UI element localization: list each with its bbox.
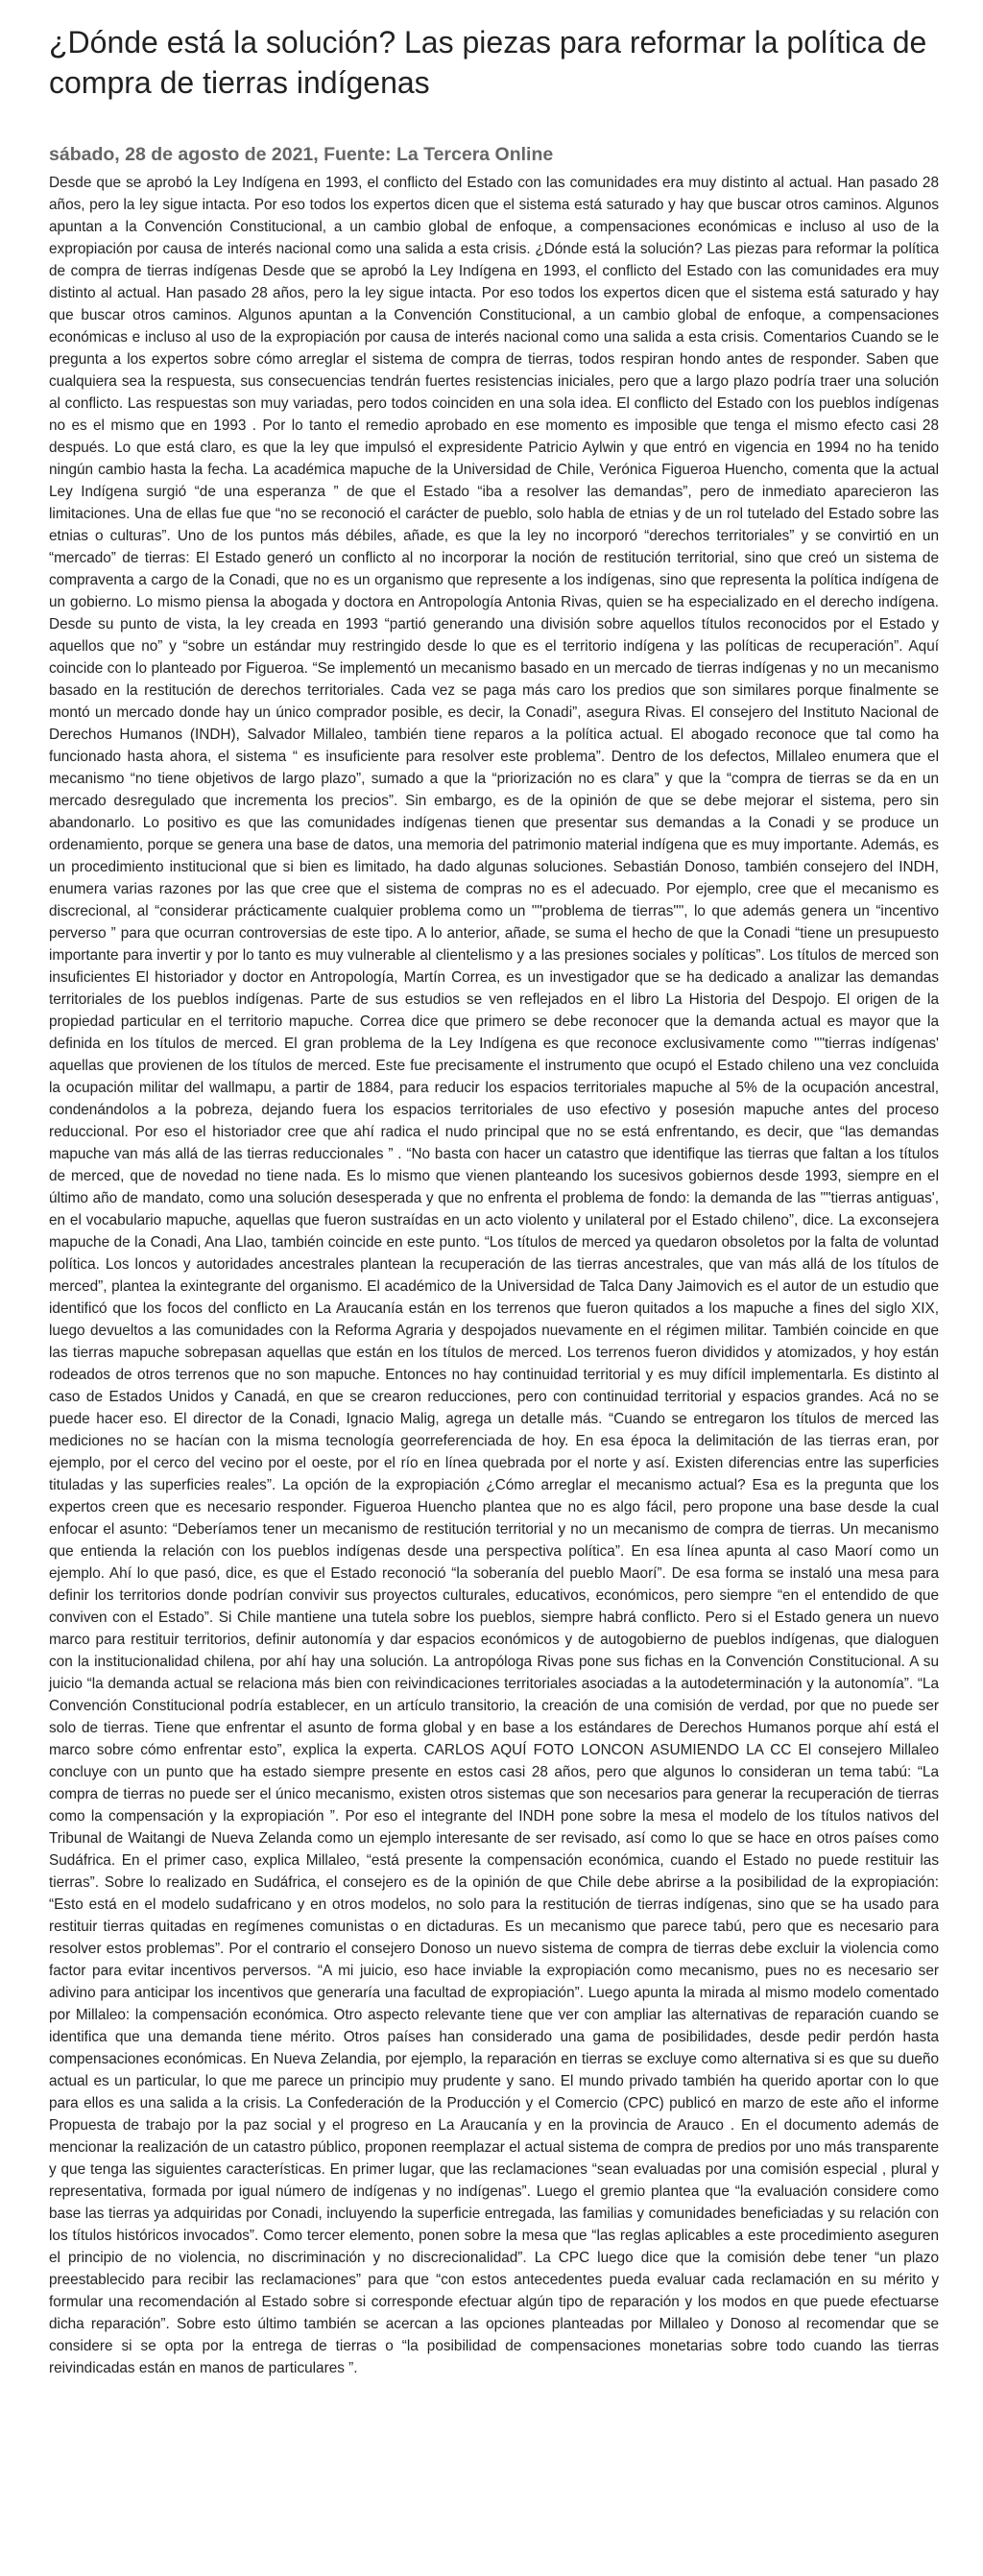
article-date-source: sábado, 28 de agosto de 2021, Fuente: La Tercera Online	[49, 144, 554, 165]
article-title: ¿Dónde está la solución? Las piezas para reformar la política de compra de tierras indígenas	[49, 25, 927, 100]
article-body: Desde que se aprobó la Ley Indígena en 1993, el conflicto del Estado con las comunidades era muy distinto al actual. Han pasado 28 años, pero la ley sigue intacta. Por eso todos los expertos dicen que el sistema está saturado y hay que buscar otros caminos. Algunos apuntan a la Convención Constitucional, a un cambio global de enfoque, a compensaciones económicas e incluso al uso de la expropiación por causa de interés nacional como una salida a esta crisis. ¿Dónde está la solución? Las piezas para reformar la política de compra de tierras indígenas Desde que se aprobó la Ley Indígena en 1993, el conflicto del Estado con las comunidades era muy distinto al actual. Han pasado 28 años, pero la ley sigue intacta. Por eso todos los expertos dicen que el sistema está saturado y hay que buscar otros caminos. Algunos apuntan a la Convención Constitucional, a un cambio global de enfoque, a compensaciones económicas e incluso al uso de la expropiación por causa de interés nacional como una salida a esta crisis. Comentarios Cuando se le pregunta a los expertos sobre cómo arreglar el sistema de compra de tierras, todos respiran hondo antes de responder. Saben que cualquiera sea la respuesta, sus consecuencias tendrán fuertes resistencias iniciales, pero que a largo plazo podría traer una solución al conflicto. Las respuestas son muy variadas, pero todos coinciden en una sola idea. El conflicto del Estado con los pueblos indígenas no es el mismo que en 1993 . Por lo tanto el remedio aprobado en ese momento es imposible que tenga el mismo efecto casi 28 después. Lo que está claro, es que la ley que impulsó el expresidente Patricio Aylwin y que entró en vigencia en 1994 no ha tenido ningún cambio hasta la fecha. La académica mapuche de la Universidad de Chile, Verónica Figueroa Huencho, comenta que la actual Ley Indígena surgió “de una esperanza ” de que el Estado “iba a resolver las demandas”, pero de inmediato aparecieron las limitaciones. Una de ellas fue que “no se reconoció el carácter de pueblo, solo habla de etnias y de un rol tutelado del Estado sobre las etnias o culturas”. Uno de los puntos más débiles, añade, es que la ley no incorporó “derechos territoriales” y se convirtió en un “mercado” de tierras: El Estado generó un conflicto al no incorporar la noción de restitución territorial, sino que creó un sistema de compraventa a cargo de la Conadi, que no es un organismo que represente a los indígenas, sino que representa la política indígena de un gobierno. Lo mismo piensa la abogada y doctora en Antropología Antonia Rivas, quien se ha especializado en el derecho indígena. Desde su punto de vista, la ley creada en 1993 “partió generando una división sobre aquellos títulos reconocidos por el Estado y aquellos que no” y “sobre un estándar muy restringido desde lo que es el territorio indígena y las políticas de recuperación”. Aquí coincide con lo planteado por Figueroa. “Se implementó un mecanismo basado en un mercado de tierras indígenas y no un mecanismo basado en la restitución de derechos territoriales. Cada vez se paga más caro los predios que son similares porque finalmente se montó un mercado donde hay un único comprador posible, es decir, la Conadi”, asegura Rivas. El consejero del Instituto Nacional de Derechos Humanos (INDH), Salvador Millaleo, también tiene reparos a la política actual. El abogado reconoce que tal como ha funcionado hasta ahora, el sistema “ es insuficiente para resolver este problema”. Dentro de los defectos, Millaleo enumera que el mecanismo “no tiene objetivos de largo plazo”, sumado a que la “priorización no es clara” y que la “compra de tierras se da en un mercado desregulado que incrementa los precios”. Sin embargo, es de la opinión de que se debe mejorar el sistema, pero sin abandonarlo. Lo positivo es que las comunidades indígenas tienen que presentar sus demandas a la Conadi y se produce un ordenamiento, porque se genera una base de datos, una memoria del patrimonio material indígena que es muy importante. Además, es un procedimiento institucional que si bien es limitado, ha dado algunas soluciones. Sebastián Donoso, también consejero del INDH, enumera varias razones por las que cree que el sistema de compras no es el adecuado. Por ejemplo, cree que el mecanismo es discrecional, al “considerar prácticamente cualquier problema como un ""problema de tierras"", lo que además genera un “incentivo perverso ” para que ocurran controversias de este tipo. A lo anterior, añade, se suma el hecho de que la Conadi “tiene un presupuesto importante para invertir y por lo tanto es muy vulnerable al clientelismo y a las presiones sociales y políticas”. Los títulos de merced son insuficientes El historiador y doctor en Antropología, Martín Correa, es un investigador que se ha dedicado a analizar las demandas territoriales de los pueblos indígenas. Parte de sus estudios se ven reflejados en el libro La Historia del Despojo. El origen de la propiedad particular en el territorio mapuche. Correa dice que primero se debe reconocer que la demanda actual es mayor que la definida en los títulos de merced. El gran problema de la Ley Indígena es que reconoce exclusivamente como ""tierras indígenas' aquellas que provienen de los títulos de merced. Este fue precisamente el instrumento que ocupó el Estado chileno una vez concluida la ocupación militar del wallmapu, a partir de 1884, para reducir los espacios territoriales mapuche al 5% de la ocupación ancestral, condenándolos a la pobreza, dejando fuera los espacios territoriales de uso efectivo y posesión mapuche antes del proceso reduccional. Por eso el historiador cree que ahí radica el nudo principal que no se está enfrentando, es decir, que “las demandas mapuche van más allá de las tierras reduccionales ” . “No basta con hacer un catastro que identifique las tierras que faltan a los títulos de merced, que de novedad no tiene nada. Es lo mismo que vienen planteando los sucesivos gobiernos desde 1993, siempre en el último año de mandato, como una solución desesperada y que no enfrenta el problema de fondo: la demanda de las ""tierras antiguas', en el vocabulario mapuche, aquellas que fueron sustraídas en un acto violento y unilateral por el Estado chileno”, dice. La exconsejera mapuche de la Conadi, Ana Llao, también coincide en este punto. “Los títulos de merced ya quedaron obsoletos por la falta de voluntad política. Los loncos y autoridades ancestrales plantean la recuperación de las tierras ancestrales, que van más allá de los títulos de merced”, plantea la exintegrante del organismo. El académico de la Universidad de Talca Dany Jaimovich es el autor de un estudio que identificó que los focos del conflicto en La Araucanía están en los terrenos que fueron quitados a los mapuche a fines del siglo XIX, luego devueltos a las comunidades con la Reforma Agraria y despojados nuevamente en el régimen militar. También coincide en que las tierras mapuche sobrepasan aquellas que están en los títulos de merced. Los terrenos fueron divididos y atomizados, y hoy están rodeados de otros terrenos que no son mapuche. Entonces no hay continuidad territorial y es muy difícil implementarla. Es distinto al caso de Estados Unidos y Canadá, en que se crearon reducciones, pero con continuidad territorial y espacios grandes. Acá no se puede hacer eso. El director de la Conadi, Ignacio Malig, agrega un detalle más. “Cuando se entregaron los títulos de merced las mediciones no se hacían con la misma tecnología georreferenciada de hoy. En esa época la delimitación de las tierras eran, por ejemplo, por el cerco del vecino por el oeste, por el río en línea quebrada por el norte y así. Existen diferencias entre las superficies tituladas y las superficies reales”. La opción de la expropiación ¿Cómo arreglar el mecanismo actual? Esa es la pregunta que los expertos creen que es necesario responder. Figueroa Huencho plantea que no es algo fácil, pero propone una base desde la cual enfocar el asunto: “Deberíamos tener un mecanismo de restitución territorial y no un mecanismo de compra de tierras. Un mecanismo que entienda la relación con los pueblos indígenas desde una perspectiva política”. En esa línea apunta al caso Maorí como un ejemplo. Ahí lo que pasó, dice, es que el Estado reconoció “la soberanía del pueblo Maorí”. De esa forma se instaló una mesa para definir los territorios donde podrían convivir sus proyectos culturales, educativos, económicos, pero siempre “en el entendido de que conviven con el Estado”. Si Chile mantiene una tutela sobre los pueblos, siempre habrá conflicto. Pero si el Estado genera un nuevo marco para restituir territorios, definir autonomía y dar espacios económicos y de autogobierno de pueblos indígenas, que dialoguen con la institucionalidad chilena, por ahí hay una solución. La antropóloga Rivas pone sus fichas en la Convención Constitucional. A su juicio “la demanda actual se relaciona más bien con reivindicaciones territoriales asociadas a la autodeterminación y la autonomía”. “La Convención Constitucional podría establecer, en un artículo transitorio, la creación de una comisión de verdad, por que no puede ser solo de tierras. Tiene que enfrentar el asunto de forma global y en base a los estándares de Derechos Humanos porque ahí está el marco sobre cómo enfrentar esto”, explica la experta. CARLOS AQUÍ FOTO LONCON ASUMIENDO LA CC El consejero Millaleo concluye con un punto que ha estado siempre presente en estos casi 28 años, pero que algunos lo consideran un tema tabú: “La compra de tierras no puede ser el único mecanismo, existen otros sistemas que son necesarios para generar la recuperación de tierras como la compensación y la expropiación ”. Por eso el integrante del INDH pone sobre la mesa el modelo de los títulos nativos del Tribunal de Waitangi de Nueva Zelanda como un ejemplo interesante de ser revisado, así como lo que se hace en otros países como Sudáfrica. En el primer caso, explica Millaleo, “está presente la compensación económica, cuando el Estado no puede restituir las tierras”. Sobre lo realizado en Sudáfrica, el consejero es de la opinión de que Chile debe abrirse a la posibilidad de la expropiación: “Esto está en el modelo sudafricano y en otros modelos, no solo para la restitución de tierras indígenas, sino que se ha usado para restituir tierras quitadas en regímenes comunistas o en dictaduras. Es un mecanismo que parece tabú, pero que es necesario para resolver estos problemas”. Por el contrario el consejero Donoso un nuevo sistema de compra de tierras debe excluir la violencia como factor para evitar incentivos perversos. “A mi juicio, eso hace inviable la expropiación como mecanismo, pues no es necesario ser adivino para anticipar los incentivos que generaría una facultad de expropiación”. Luego apunta la mirada al mismo modelo comentado por Millaleo: la compensación económica. Otro aspecto relevante tiene que ver con ampliar las alternativas de reparación cuando se identifica que una demanda tiene mérito. Otros países han considerado una gama de posibilidades, desde pedir perdón hasta compensaciones económicas. En Nueva Zelandia, por ejemplo, la reparación en tierras se excluye como alternativa si es que su dueño actual es un particular, lo que me parece un principio muy prudente y sano. El mundo privado también ha querido aportar con lo que para ellos es una salida a la crisis. La Confederación de la Producción y el Comercio (CPC) publicó en marzo de este año el informe Propuesta de trabajo por la paz social y el progreso en La Araucanía y en la provincia de Arauco . En el documento además de mencionar la realización de un catastro público, proponen reemplazar el actual sistema de compra de predios por uno más transparente y que tenga las siguientes características. En primer lugar, que las reclamaciones “sean evaluadas por una comisión especial , plural y representativa, formada por igual número de indígenas y no indígenas”. Luego el gremio plantea que “la evaluación considere como base las tierras ya adquiridas por Conadi, incluyendo la superficie entregada, las familias y comunidades beneficiadas y su relación con los títulos históricos invocados”. Como tercer elemento, ponen sobre la mesa que “las reglas aplicables a este procedimiento aseguren el principio de no violencia, no discriminación y no discrecionalidad”. La CPC luego dice que la comisión debe tener “un plazo preestablecido para recibir las reclamaciones” para que “con estos antecedentes pueda evaluar cada reclamación en su mérito y formular una recomendación al Estado sobre si corresponde efectuar algún tipo de reparación y los modos en que puede efectuarse dicha reparación”. Sobre esto último también se acercan a las opciones planteadas por Millaleo y Donoso al recomendar que se considere si se opta por la entrega de tierras o “la posibilidad de compensaciones monetarias sobre todo cuando las tierras reivindicadas están en manos de particulares ”.	[49, 175, 939, 2376]
